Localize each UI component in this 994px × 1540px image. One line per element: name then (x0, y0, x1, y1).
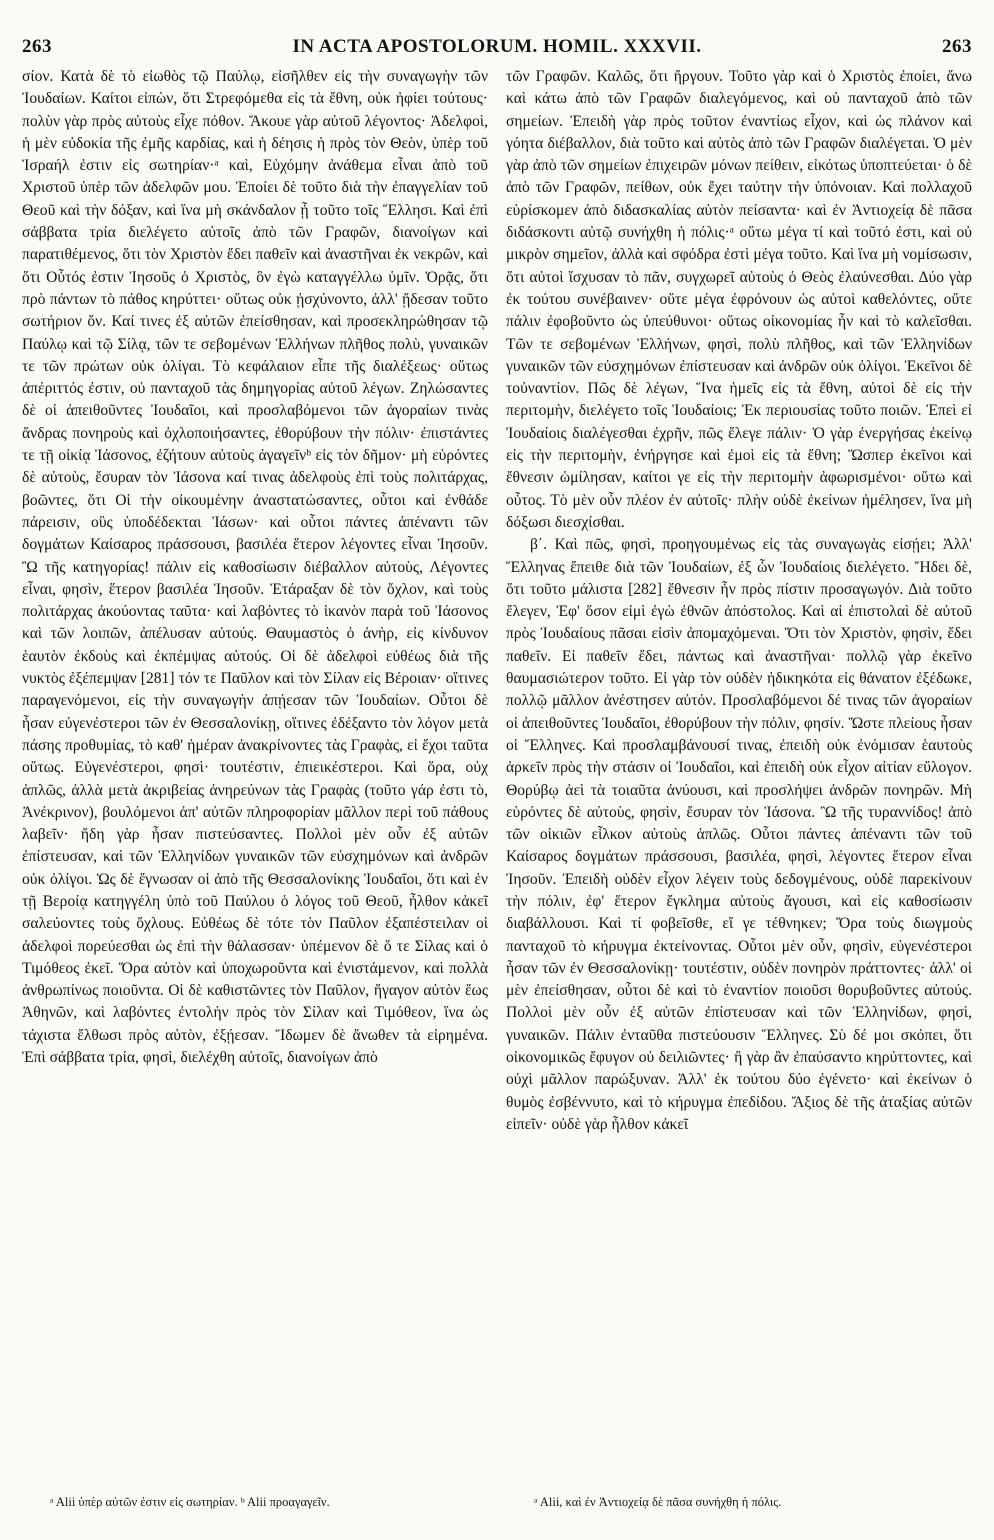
page-number-left: 263 (22, 36, 52, 57)
page-number-right: 263 (942, 36, 972, 57)
footnotes (22, 1494, 972, 1530)
running-title: IN ACTA APOSTOLORUM. HOMIL. XXXVII. (292, 36, 702, 57)
footnote-left: ᵃ Alii ὑπὲρ αὐτῶν ἐστιν εἰς σωτηρίαν. ᵇ Alii προαγαγεῖν. (50, 1495, 330, 1509)
right-paragraph-1: τῶν Γραφῶν. Καλῶς, ὅτι ἤργουν. Τοῦτο γὰρ καὶ ὁ Χριστὸς ἐποίει, ἄνω καὶ κάτω ἀπὸ τῶν Γραφῶν διαλεγόμενος, καὶ οὐ πανταχοῦ ἀπὸ τῶν σημείων. Ἐπειδὴ γὰρ πρὸς τοῦτον ἐναντίως εἶχον, καὶ ὡς πλάνον καὶ γόητα διέβαλλον, διὰ τοῦτο καὶ αὐτὸς ἀπὸ τῶν Γραφῶν διαλέγεται. Ὁ μὲν γὰρ ἀπὸ τῶν σημείων ἐπιχειρῶν μόνων πείθειν, εἰκότως ὑποπτεύεται· ὁ δὲ ἀπὸ τῶν Γραφῶν, πείθων, οὐκ ἔχει ταύτην τὴν ὑπόνοιαν. Καὶ πολλαχοῦ εὑρίσκομεν ἀπὸ διδασκαλίας αὐτὸν πείσαντα· καὶ ἐν Ἀντιοχείᾳ δὲ πᾶσα διδάσκοντι αὐτῷ συνήχθη ἡ πόλις·ᵃ οὕτω μέγα τί καὶ τοῦτό ἐστι, καὶ οὐ μικρὸν σημεῖον, ἀλλὰ καὶ σφόδρα ἐστὶ μέγα τοῦτο. Καὶ ἵνα μὴ νομίσωσιν, ὅτι αὐτοὶ ἴσχυσαν τὸ πᾶν, συγχωρεῖ αὐτοὺς ὁ Θεὸς ἐλαύνεσθαι. Δύο γὰρ ἐκ τούτου συνέβαινεν· οὔτε μέγα ἐφρόνουν ὡς αὐτοὶ καθελόντες, οὔτε πάλιν ἐφοβοῦντο ὡς ὑπεύθυνοι· οὕτως οἰκονομίας ἦν καὶ τὸ καλεῖσθαι. Τῶν τε σεβομένων Ἑλλήνων, φησὶ, πολὺ πλῆθος, καὶ τῶν Ἑλληνίδων γυναικῶν τῶν εὐσχημόνων ἐπίστευσαν καὶ ἀνδρῶν οὐκ ὀλίγοι. Ἐκεῖνοι δὲ τοὐναντίον. Πῶς δὲ λέγων, Ἵνα ἡμεῖς εἰς τὰ ἔθνη, αὐτοὶ δὲ εἰς τὴν περιτομὴν, διελέγετο τοῖς Ἰουδαίοις; Ἐκ περιουσίας τοῦτο ποιῶν. Ἐπεὶ εἰ Ἰουδαίοις διαλέγεσθαι ἐχρῆν, πῶς ἔλεγε πάλιν· Ὁ γὰρ ἐνεργήσας ἐκείνῳ εἰς τὴν περιτομὴν, ἐνήργησε καὶ ἐμοὶ εἰς τὰ ἔθνη; Ὥσπερ ἐκεῖνοι καὶ ἔθνεσιν ὡμίλησαν, καίτοι γε εἰς τὴν περιτομὴν ἀφωρισμένοι· οὕτω καὶ οὗτος. Τὸ μὲν οὖν πλέον ἐν αὐτοῖς· πλὴν οὐδὲ ἐκείνων ἠμέλησεν, ἵνα μὴ δόξωσι διεσχίσθαι. (506, 68, 972, 531)
left-column-text: σίον. Κατὰ δὲ τὸ εἰωθὸς τῷ Παύλῳ, εἰσῆλθεν εἰς τὴν συναγωγὴν τῶν Ἰουδαίων. Καίτοι εἰπὼν, ὅτι Στρεφόμεθα εἰς τὰ ἔθνη, οὐκ ἠφίει τούτους· πολὺν γὰρ πρὸς αὐτοὺς εἶχε πόθον. Ἄκουε γὰρ αὐτοῦ λέγοντος· Ἀδελφοὶ, ἡ μὲν εὐδοκία τῆς ἐμῆς καρδίας, καὶ ἡ δέησις ἡ πρὸς τὸν Θεὸν, ὑπὲρ τοῦ Ἰσραήλ ἐστιν εἰς σωτηρίαν·ᵃ καὶ, Εὐχόμην ἀνάθεμα εἶναι ἀπὸ τοῦ Χριστοῦ ὑπὲρ τῶν ἀδελφῶν μου. Ἐποίει δὲ τοῦτο διὰ τὴν ἐπαγγελίαν τοῦ Θεοῦ καὶ τὴν δόξαν, καὶ ἵνα μὴ σκάνδαλον ᾖ τοῦτο τοῖς Ἕλλησι. Καὶ ἐπὶ σάββατα τρία διελέγετο αὐτοῖς ἀπὸ τῶν Γραφῶν, διανοίγων καὶ παρατιθέμενος, ὅτι τὸν Χριστὸν ἔδει παθεῖν καὶ ἀναστῆναι ἐκ νεκρῶν, καὶ ὅτι Οὗτός ἐστιν Ἰησοῦς ὁ Χριστὸς, ὃν ἐγὼ καταγγέλλω ὑμῖν. Ὁρᾷς, ὅτι πρὸ πάντων τὸ πάθος κηρύττει· οὕτως οὐκ ᾐσχύνοντο, ἀλλ' ᾔδεσαν τοῦτο σωτήριον ὄν. Καί τινες ἐξ αὐτῶν ἐπείσθησαν, καὶ προσεκληρώθησαν τῷ Παύλῳ καὶ τῷ Σίλᾳ, τῶν τε σεβομένων Ἑλλήνων πλῆθος πολὺ, γυναικῶν τε τῶν πρώτων οὐκ ὀλίγαι. Τὸ κεφάλαιον εἶπε τῆς διαλέξεως· οὕτως ἀπέριττός ἐστιν, οὐ πανταχοῦ τὰς δημηγορίας αὐτοῦ λέγων. Ζηλώσαντες δὲ οἱ ἀπειθοῦντες Ἰουδαῖοι, καὶ προσλαβόμενοι τῶν ἀγοραίων τινὰς ἄνδρας πονηροὺς καὶ ὀχλοποιήσαντες, ἐθορύβουν τὴν πόλιν· ἐπιστάντες τε τῇ οἰκίᾳ Ἰάσονος, ἐζήτουν αὐτοὺς ἀγαγεῖνᵇ εἰς τὸν δῆμον· μὴ εὑρόντες δὲ αὐτοὺς, ἔσυραν τὸν Ἰάσονα καί τινας ἀδελφοὺς ἐπὶ τοὺς πολιτάρχας, βοῶντες, ὅτι Οἱ τὴν οἰκουμένην ἀναστατώσαντες, οὗτοι καὶ ἐνθάδε πάρεισιν, οὓς ὑποδέδεκται Ἰάσων· καὶ οὗτοι πάντες ἀπέναντι τῶν δογμάτων Καίσαρος πράσσουσι, βασιλέα ἕτερον λέγοντες εἶναι Ἰησοῦν. Ὢ τῆς κατηγορίας! πάλιν εἰς καθοσίωσιν διέβαλλον αὐτοὺς, Λέγοντες εἶναι, φησὶν, ἕτερον βασιλέα Ἰησοῦν. Ἐτάραξαν δὲ τὸν ὄχλον, καὶ τοὺς πολιτάρχας ἀκούοντας ταῦτα· καὶ λαβόντες τὸ ἱκανὸν παρὰ τοῦ Ἰάσονος καὶ τῶν λοιπῶν, ἀπέλυσαν αὐτούς. Θαυμαστὸς ὁ ἀνὴρ, εἰς κίνδυνον ἑαυτὸν ἐκδοὺς καὶ ἐκπέμψας αὐτούς. Οἱ δὲ ἀδελφοὶ εὐθέως διὰ τῆς νυκτὸς ἐξέπεμψαν [281] τόν τε Παῦλον καὶ τὸν Σίλαν εἰς Βέροιαν· οἵτινες παραγενόμενοι, εἰς τὴν συναγωγὴν ἀπῄεσαν τῶν Ἰουδαίων. Οὗτοι δὲ ἦσαν εὐγενέστεροι τῶν ἐν Θεσσαλονίκῃ, οἵτινες ἐδέξαντο τὸν λόγον μετὰ πάσης προθυμίας, τὸ καθ' ἡμέραν ἀνακρίνοντες τὰς Γραφὰς, εἰ ἔχοι ταῦτα οὕτως. Εὐγενέστεροι, φησὶ· τουτέστιν, ἐπιεικέστεροι. Καὶ ὅρα, οὐχ ἁπλῶς, ἀλλὰ μετὰ ἀκριβείας ἀνηρεύνων τὰς Γραφὰς (τοῦτο γάρ ἐστι τὸ, Ἀνέκρινον), βουλόμενοι ἀπ' αὐτῶν πληροφορίαν μᾶλλον περὶ τοῦ πάθους λαβεῖν· ἤδη γὰρ ἦσαν πιστεύσαντες. Πολλοὶ μὲν οὖν ἐξ αὐτῶν ἐπίστευσαν, καὶ τῶν Ἑλληνίδων γυναικῶν τῶν εὐσχημόνων καὶ ἀνδρῶν οὐκ ὀλίγοι. Ὡς δὲ ἔγνωσαν οἱ ἀπὸ τῆς Θεσσαλονίκης Ἰουδαῖοι, ὅτι καὶ ἐν τῇ Βεροίᾳ κατηγγέλη ὑπὸ τοῦ Παύλου ὁ λόγος τοῦ Θεοῦ, ἦλθον κἀκεῖ σαλεύοντες τοὺς ὄχλους. Εὐθέως δὲ τότε τὸν Παῦλον ἐξαπέστειλαν οἱ ἀδελφοὶ πορεύεσθαι ὡς ἐπὶ τὴν θάλασσαν· ὑπέμενον δὲ ὅ τε Σίλας καὶ ὁ Τιμόθεος ἐκεῖ. Ὅρα αὐτὸν καὶ ὑποχωροῦντα καὶ ἐνιστάμενον, καὶ πολλὰ ἀνθρωπίνως ποιοῦντα. Οἱ δὲ καθιστῶντες τὸν Παῦλον, ἤγαγον αὐτὸν ἕως Ἀθηνῶν, καὶ λαβόντες ἐντολὴν πρὸς τὸν Σίλαν καὶ Τιμόθεον, ἵνα ὡς τάχιστα ἔλθωσι πρὸς αὐτὸν, ἐξῄεσαν. Ἴδωμεν δὲ ἄνωθεν τὰ εἰρημένα. Ἐπὶ σάββατα τρία, φησὶ, διελέχθη αὐτοῖς, διανοίγων ἀπὸ (22, 68, 488, 1067)
right-column (506, 66, 972, 1486)
text-columns (22, 66, 972, 1486)
right-paragraph-2: β΄. Καὶ πῶς, φησὶ, προηγουμένως εἰς τὰς συναγωγὰς εἰσῄει; Ἀλλ' Ἕλληνας ἔπειθε διὰ τῶν Ἰουδαίων, ἐξ ὧν Ἰουδαίοις διελέγετο. Ἤδει δὲ, ὅτι τοῦτο μάλιστα [282] ἔθνεσιν ἦν πρὸς πίστιν προσαγωγόν. Διὰ τοῦτο ἔλεγεν, Ἐφ' ὅσον εἰμὶ ἐγὼ ἐθνῶν ἀπόστολος. Καὶ αἱ ἐπιστολαὶ δὲ αὐτοῦ πρὸς Ἰουδαίους πᾶσαι εἰσὶν ἀπομαχόμεναι. Ὅτι τὸν Χριστὸν, φησὶν, ἔδει παθεῖν. Εἰ παθεῖν ἔδει, πάντως καὶ ἀναστῆναι· πολλῷ γὰρ ἐκεῖνο θαυμασιώτερον τοῦτο. Εἰ γὰρ τὸν οὐδὲν ἠδικηκότα εἰς θάνατον ἐξέδωκε, πολλῷ μᾶλλον ἀνέστησεν αὐτόν. Προσλαβόμενοι δέ τινας τῶν ἀγοραίων οἱ ἀπειθοῦντες Ἰουδαῖοι, ἐθορύβουν τὴν πόλιν, φησίν. Ὥστε πλείους ἦσαν οἱ Ἕλληνες. Καὶ προσλαμβάνουσί τινας, ἐπειδὴ οὐκ ἐνόμισαν ἑαυτοὺς ἀρκεῖν πρὸς τὴν στάσιν οἱ Ἰουδαῖοι, καὶ ἐπειδὴ οὐκ εἶχον αἰτίαν εὔλογον. Θορύβῳ ἀεὶ τὰ τοιαῦτα ἀνύουσι, καὶ προσλήψει ἀνδρῶν πονηρῶν. Μὴ εὑρόντες δὲ αὐτοὺς, φησὶν, ἔσυραν τὸν Ἰάσονα. Ὢ τῆς τυραννίδος! ἀπὸ τῶν οἰκιῶν εἷλκον αὐτοὺς ἁπλῶς. Οὗτοι πάντες ἀπέναντι τῶν τοῦ Καίσαρος δογμάτων πράσσουσι, βασιλέα, φησὶ, λέγοντες ἕτερον εἶναι Ἰησοῦν. Ἐπειδὴ οὐδὲν εἶχον λέγειν τοὺς δεδογμένους, οὐδὲ παρεκίνουν τὴν πόλιν, ἐφ' ἕτερον ἔγκλημα αὐτοὺς ἄγουσι, καὶ εἰς καθοσίωσιν διαβάλλουσι. Καὶ τί φοβεῖσθε, εἴ γε τέθνηκεν; Ὅρα τοὺς διωγμοὺς πανταχοῦ τὸ κήρυγμα ἐκτείνοντας. Οὗτοι μὲν οὖν, φησὶν, εὐγενέστεροι ἦσαν τῶν ἐν Θεσσαλονίκῃ· τουτέστιν, οὐδὲν πονηρὸν πράττοντες· ἀλλ' οἱ μὲν ἐπείσθησαν, οὗτοι δὲ καὶ τὸ ἐναντίον ποιοῦσι θορυβοῦντες αὐτούς. Πολλοὶ μὲν οὖν ἐξ αὐτῶν ἐπίστευσαν καὶ τῶν Ἑλληνίδων, φησὶ, γυναικῶν. Πάλιν ἐνταῦθα πιστεύουσιν Ἕλληνες. Σὺ δέ μοι σκόπει, ὅτι οἰκονομικῶς ἔφυγον οὐ δειλιῶντες· ἢ γὰρ ἂν ἐπαύσαντο κηρύττοντες, καὶ οὐχὶ μᾶλλον παρώξυναν. Ἀλλ' ἐκ τούτου δύο ἐγένετο· καὶ ἐκείνων ὁ θυμὸς ἐσβέννυτο, καὶ τὸ κήρυγμα ἐπεδίδου. Ἄξιος δὲ τῆς ἀταξίας αὐτῶν εἰπεῖν· οὐδὲ γὰρ ἦλθον κἀκεῖ (506, 536, 972, 1133)
left-column (22, 66, 488, 1486)
running-header (22, 34, 972, 60)
footnote-right: ᵃ Alii, καὶ ἐν Ἀντιοχείᾳ δὲ πᾶσα συνήχθη ἡ πόλις. (534, 1495, 782, 1509)
